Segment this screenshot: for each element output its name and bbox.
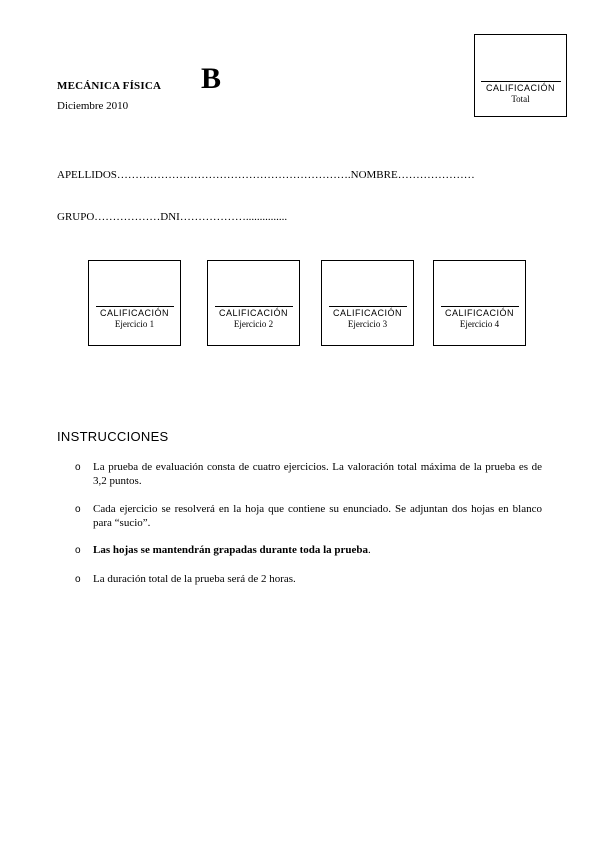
grade-box-subtitle: Ejercicio 2: [233, 319, 274, 329]
instruction-item: La duración total de la prueba será de 2 horas.: [93, 573, 296, 585]
grupo-dni-line: [57, 211, 287, 223]
apellidos-nombre-line: [57, 169, 475, 181]
dni-field[interactable]: ………………...............: [179, 211, 288, 223]
grade-box-title: CALIFICACIÓN: [444, 308, 514, 318]
instructions-title: INSTRUCCIONES: [57, 429, 169, 444]
instruction-item: [93, 543, 542, 557]
exercise-4-grade-box: [433, 260, 526, 346]
bullet-icon: o: [75, 574, 81, 585]
grade-box-title: CALIFICACIÓN: [218, 308, 288, 318]
grade-box-subtitle: Ejercicio 1: [114, 319, 155, 329]
exercise-1-grade-box: [88, 260, 181, 346]
grade-box-title: CALIFICACIÓN: [332, 308, 402, 318]
exam-date: Diciembre 2010: [57, 100, 129, 112]
bullet-icon: o: [75, 545, 81, 556]
bullet-icon: o: [75, 462, 81, 473]
apellidos-field[interactable]: ……………………………………………………….: [116, 169, 351, 181]
grade-box-title: CALIFICACIÓN: [99, 308, 169, 318]
grade-box-subtitle: Total: [511, 94, 530, 104]
nombre-field[interactable]: …………………: [397, 169, 475, 181]
exercise-2-grade-box: [207, 260, 300, 346]
grade-box-subtitle: Ejercicio 4: [459, 319, 500, 329]
subject-title: MECÁNICA FÍSICA: [57, 80, 162, 92]
instruction-item: Cada ejercicio se resolverá en la hoja que contiene su enunciado. Se adjuntan dos hojas en blanco para “sucio”.: [93, 503, 542, 529]
grade-box-title: CALIFICACIÓN: [485, 83, 555, 93]
apellidos-label: APELLIDOS: [57, 169, 117, 181]
dni-label: DNI: [160, 211, 180, 223]
total-grade-box: [474, 34, 567, 117]
instruction-suffix: .: [368, 544, 371, 556]
nombre-label: NOMBRE: [350, 169, 398, 181]
instruction-bold-text: Las hojas se mantendrán grapadas durante toda la prueba: [93, 544, 369, 556]
bullet-icon: o: [75, 504, 81, 515]
grupo-field[interactable]: ………………: [94, 211, 161, 223]
exam-variant: B: [201, 62, 222, 95]
grupo-label: GRUPO: [57, 211, 95, 223]
instruction-item: La prueba de evaluación consta de cuatro ejercicios. La valoración total máxima de la prueba es de 3,2 puntos.: [93, 461, 542, 487]
grade-box-subtitle: Ejercicio 3: [347, 319, 388, 329]
exercise-3-grade-box: [321, 260, 414, 346]
